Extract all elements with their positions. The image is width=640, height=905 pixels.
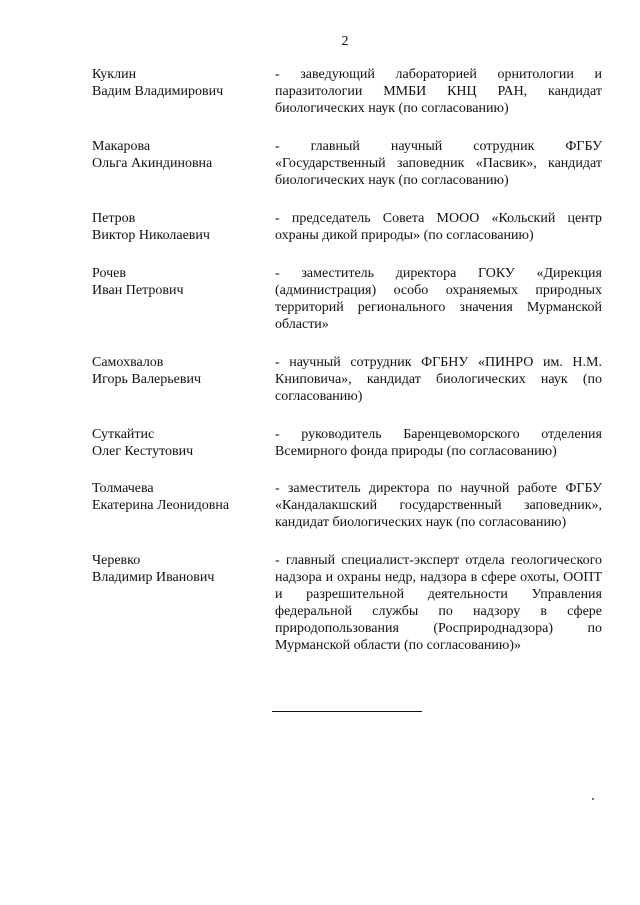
member-surname: Черевко	[92, 553, 141, 568]
member-role: - главный научный сотрудник ФГБУ «Государственный заповедник «Пасвик», кандидат биологических наук (по согласованию)	[275, 139, 602, 188]
member-entry	[92, 265, 602, 333]
member-given-names: Олег Кестутович	[92, 444, 194, 459]
member-role: - научный сотрудник ФГБНУ «ПИНРО им. Н.М. Книповича», кандидат биологических наук (по согласованию)	[275, 355, 602, 404]
member-role: - главный специалист-эксперт отдела геологического надзора и охраны недр, надзора в сфере охоты, ООПТ и разрешительной деятельности Управления федеральной службы по надзору в сфере природопользования (Росприроднадзора) по Мурманской области (по согласованию)»	[275, 553, 602, 653]
member-surname: Куклин	[92, 67, 137, 82]
member-entry	[92, 210, 602, 244]
member-given-names: Иван Петрович	[92, 283, 184, 298]
member-name	[92, 265, 275, 333]
member-given-names: Виктор Николаевич	[92, 228, 210, 243]
member-surname: Толмачева	[92, 481, 154, 496]
member-name	[92, 138, 275, 189]
member-given-names: Ольга Акиндиновна	[92, 156, 213, 171]
member-given-names: Екатерина Леонидовна	[92, 498, 230, 513]
member-role: - заместитель директора по научной работе ФГБУ «Кандалакшский государственный заповедник», кандидат биологических наук (по согласованию)	[275, 481, 602, 530]
member-entry	[92, 138, 602, 189]
member-role: - заместитель директора ГОКУ «Дирекция (администрация) особо охраняемых природных территорий регионального значения Мурманской области»	[275, 266, 602, 332]
member-name	[92, 66, 275, 117]
end-separator-line	[272, 711, 422, 712]
member-entry	[92, 552, 602, 654]
member-surname: Макарова	[92, 139, 151, 154]
member-role: - руководитель Баренцевоморского отделения Всемирного фонда природы (по согласованию)	[275, 427, 602, 459]
scan-speck	[592, 798, 594, 800]
member-entry	[92, 354, 602, 405]
member-role: - председатель Совета МООО «Кольский центр охраны дикой природы» (по согласованию)	[275, 211, 602, 243]
member-entry	[92, 480, 602, 531]
member-surname: Суткайтис	[92, 427, 155, 442]
member-role: - заведующий лабораторией орнитологии и паразитологии ММБИ КНЦ РАН, кандидат биологических наук (по согласованию)	[275, 67, 602, 116]
member-surname: Самохвалов	[92, 355, 164, 370]
member-name	[92, 552, 275, 654]
member-entry	[92, 66, 602, 117]
member-given-names: Вадим Владимирович	[92, 84, 224, 99]
member-name	[92, 354, 275, 405]
member-surname: Рочев	[92, 266, 126, 281]
member-surname: Петров	[92, 211, 136, 226]
member-list	[92, 66, 602, 654]
member-given-names: Игорь Валерьевич	[92, 372, 202, 387]
member-given-names: Владимир Иванович	[92, 570, 215, 585]
member-name	[92, 426, 275, 460]
member-name	[92, 480, 275, 531]
member-name	[92, 210, 275, 244]
member-entry	[92, 426, 602, 460]
page-number: 2	[341, 34, 349, 49]
